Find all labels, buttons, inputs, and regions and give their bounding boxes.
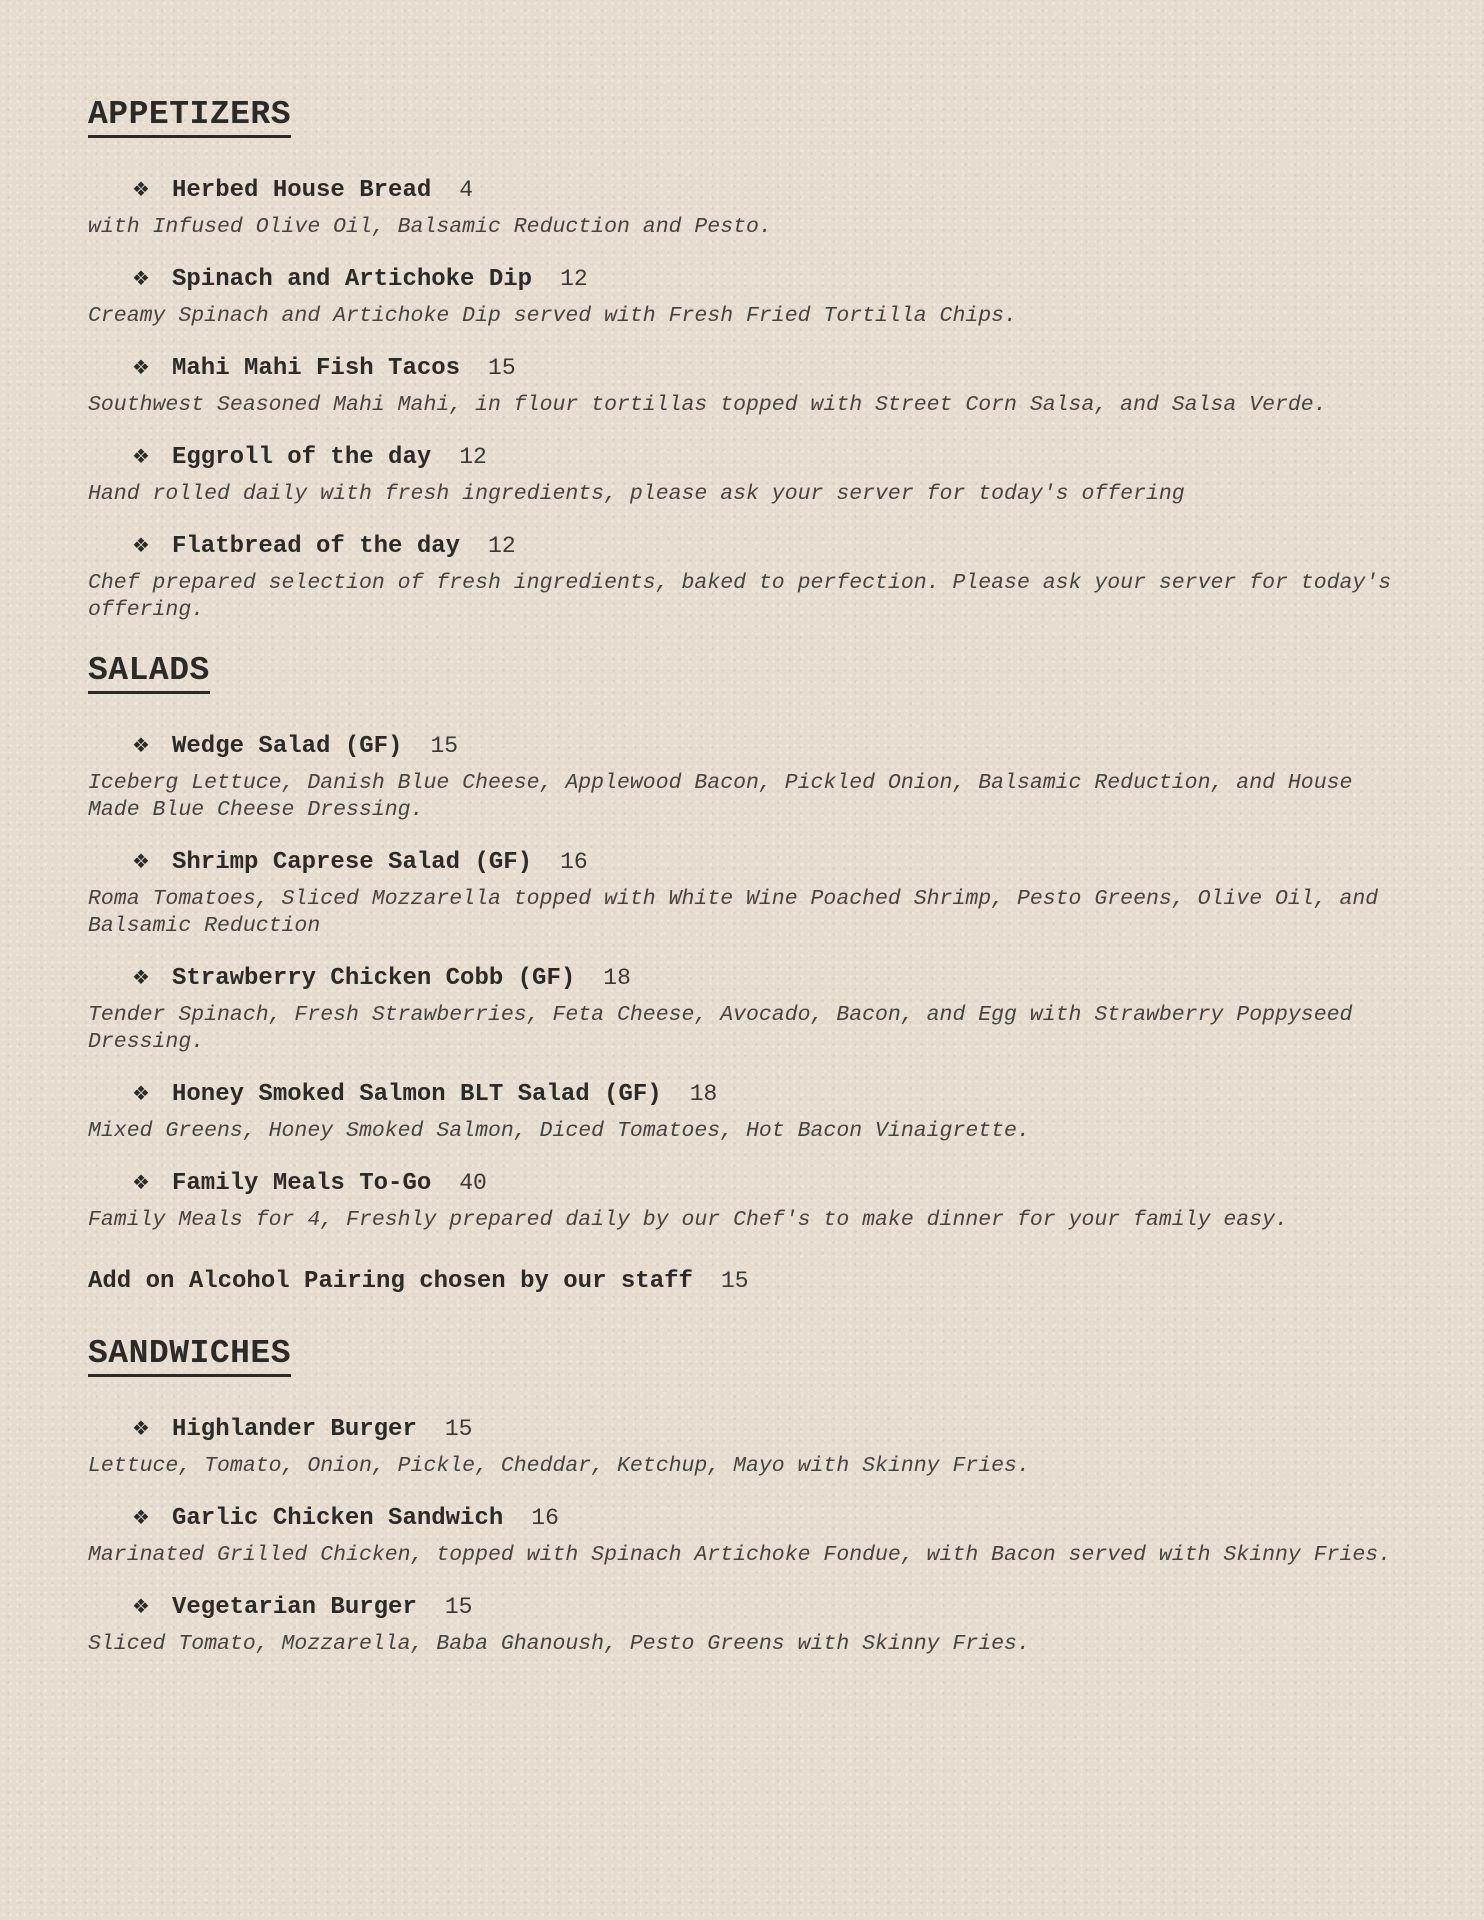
menu-item-description: Sliced Tomato, Mozzarella, Baba Ghanoush, Pesto Greens with Skinny Fries. (88, 1632, 1030, 1656)
diamond-bullet-icon: ❖ (132, 266, 150, 290)
menu-item-description: Hand rolled daily with fresh ingredients, please ask your server for today's offering (88, 482, 1185, 506)
menu-item-header (132, 1591, 1404, 1623)
diamond-bullet-icon: ❖ (132, 1505, 150, 1529)
menu-section-salads (88, 654, 1404, 1234)
menu-item-description: Iceberg Lettuce, Danish Blue Cheese, Applewood Bacon, Pickled Onion, Balsamic Reduction, and House Made Blue Cheese Dressing. (88, 771, 1353, 822)
diamond-bullet-icon: ❖ (132, 1594, 150, 1618)
section-title: SALADS (88, 654, 210, 694)
menu-item-header (132, 530, 1404, 562)
menu-item-header (132, 174, 1404, 206)
diamond-bullet-icon: ❖ (132, 849, 150, 873)
menu-item-description: Roma Tomatoes, Sliced Mozzarella topped with White Wine Poached Shrimp, Pesto Greens, Olive Oil, and Balsamic Reduction (88, 887, 1379, 938)
menu-item (88, 441, 1404, 508)
menu-item (88, 263, 1404, 330)
menu-item-header (132, 1167, 1404, 1199)
menu-item-name: Vegetarian Burger (172, 1594, 417, 1621)
menu-item-description: Marinated Grilled Chicken, topped with Spinach Artichoke Fondue, with Bacon served with Skinny Fries. (88, 1543, 1392, 1567)
menu-item (88, 1502, 1404, 1569)
menu-item-description: with Infused Olive Oil, Balsamic Reduction and Pesto. (88, 215, 772, 239)
menu-item-header (132, 352, 1404, 384)
menu-item-header (132, 962, 1404, 994)
menu-item-name: Strawberry Chicken Cobb (GF) (172, 965, 576, 992)
menu-item-name: Family Meals To-Go (172, 1170, 432, 1197)
menu-item-header (132, 441, 1404, 473)
addon-price: 15 (720, 1268, 749, 1294)
menu-item-name: Wedge Salad (GF) (172, 733, 403, 760)
menu-item-header (132, 730, 1404, 762)
menu-item-price: 12 (560, 266, 588, 292)
menu-item-description: Lettuce, Tomato, Onion, Pickle, Cheddar, Ketchup, Mayo with Skinny Fries. (88, 1454, 1030, 1478)
menu-items-list (88, 730, 1404, 1234)
menu-item-description: Chef prepared selection of fresh ingredients, baked to perfection. Please ask your server for today's offering. (88, 571, 1392, 622)
menu-item-header (132, 1078, 1404, 1110)
menu-item-price: 15 (444, 1416, 473, 1442)
addon-label: Add on Alcohol Pairing chosen by our staff (88, 1268, 693, 1295)
menu-item-description: Southwest Seasoned Mahi Mahi, in flour tortillas topped with Street Corn Salsa, and Salsa Verde. (88, 393, 1327, 417)
section-title: SANDWICHES (88, 1337, 291, 1377)
menu-item (88, 962, 1404, 1056)
diamond-bullet-icon: ❖ (132, 1081, 150, 1105)
menu-item-price: 18 (603, 965, 631, 991)
menu-item-name: Eggroll of the day (172, 444, 432, 471)
menu-item-price: 40 (459, 1170, 487, 1196)
menu-item-header (132, 1413, 1404, 1445)
diamond-bullet-icon: ❖ (132, 533, 150, 557)
menu-item-price: 16 (531, 1505, 559, 1531)
menu-item-price: 15 (430, 733, 459, 759)
menu-item-name: Highlander Burger (172, 1416, 417, 1443)
menu-item-header (132, 263, 1404, 295)
menu-item (88, 530, 1404, 624)
menu-item-price: 15 (444, 1594, 473, 1620)
menu-item-name: Spinach and Artichoke Dip (172, 266, 533, 293)
menu-item-description: Family Meals for 4, Freshly prepared daily by our Chef's to make dinner for your family easy. (88, 1208, 1288, 1232)
diamond-bullet-icon: ❖ (132, 355, 150, 379)
menu-item (88, 730, 1404, 824)
diamond-bullet-icon: ❖ (132, 965, 150, 989)
menu-section-appetizers (88, 98, 1404, 624)
diamond-bullet-icon: ❖ (132, 177, 150, 201)
section-title: APPETIZERS (88, 98, 291, 138)
menu-item (88, 1413, 1404, 1480)
menu-item (88, 1591, 1404, 1658)
menu-items-list (88, 1413, 1404, 1658)
menu-item-description: Mixed Greens, Honey Smoked Salmon, Diced Tomatoes, Hot Bacon Vinaigrette. (88, 1119, 1030, 1143)
diamond-bullet-icon: ❖ (132, 733, 150, 757)
menu-item-price: 12 (459, 444, 487, 470)
menu-item-name: Flatbread of the day (172, 533, 461, 560)
menu-section-sandwiches (88, 1337, 1404, 1658)
menu-item-price: 16 (560, 849, 588, 875)
menu-item-name: Mahi Mahi Fish Tacos (172, 355, 461, 382)
menu-item-description: Creamy Spinach and Artichoke Dip served with Fresh Fried Tortilla Chips. (88, 304, 1017, 328)
menu-item (88, 352, 1404, 419)
diamond-bullet-icon: ❖ (132, 444, 150, 468)
menu-item-header (132, 1502, 1404, 1534)
menu-item (88, 174, 1404, 241)
menu-item-name: Honey Smoked Salmon BLT Salad (GF) (172, 1081, 662, 1108)
menu-item-name: Garlic Chicken Sandwich (172, 1505, 504, 1532)
menu-item (88, 1078, 1404, 1145)
menu-item-name: Shrimp Caprese Salad (GF) (172, 849, 533, 876)
menu-item-description: Tender Spinach, Fresh Strawberries, Feta Cheese, Avocado, Bacon, and Egg with Strawberry Poppyseed Dressing. (88, 1003, 1353, 1054)
menu-items-list (88, 174, 1404, 624)
menu-item (88, 846, 1404, 940)
menu-item (88, 1167, 1404, 1234)
menu-item-name: Herbed House Bread (172, 177, 432, 204)
alcohol-pairing-addon (88, 1268, 1404, 1295)
menu-item-price: 18 (689, 1081, 718, 1107)
menu-item-price: 15 (488, 355, 516, 381)
menu-item-header (132, 846, 1404, 878)
menu-item-price: 4 (459, 177, 474, 203)
diamond-bullet-icon: ❖ (132, 1416, 150, 1440)
diamond-bullet-icon: ❖ (132, 1170, 150, 1194)
menu-item-price: 12 (488, 533, 516, 559)
